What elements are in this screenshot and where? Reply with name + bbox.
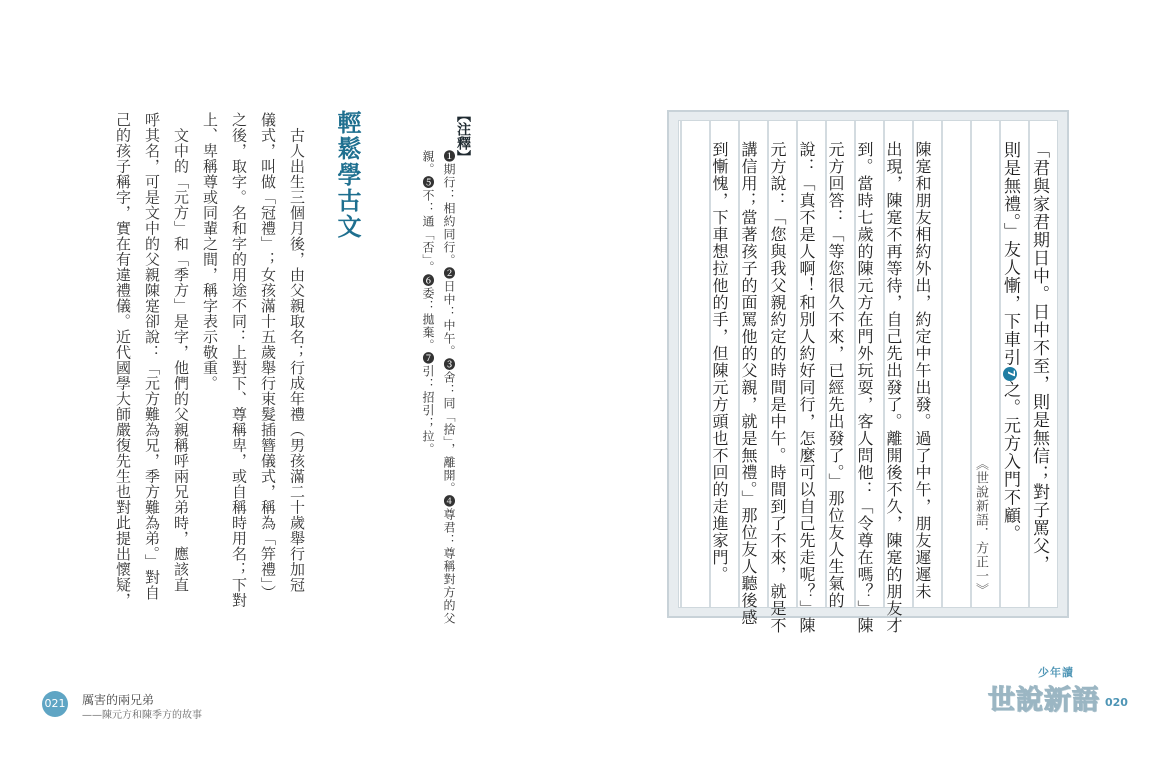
notes-line-2: 親。❺不：通「否」。❻委：拋棄。❼引：招引；拉。 <box>421 150 435 456</box>
chapter-subtitle: ——陳元方和陳季方的故事 <box>82 710 202 721</box>
classic-line-2 <box>995 141 1024 543</box>
notes-line-1: ❶期行：相約同行。❷日中：中午。❸舍：同「捨」，離開。❹尊君：尊稱對方的父 <box>442 150 456 625</box>
page-number-right: 020 <box>1105 696 1128 709</box>
translation-line-6: 元方說：「您與我父親約定的時間是中午。時間到了不來，就是不 <box>768 141 787 634</box>
classic-line-2b-text: 之。元方入門不顧。 <box>1000 380 1020 543</box>
essay-line-3: 之後，取字。名和字的用途不同：上對下、尊稱卑，或自稱時用名；下對 <box>230 112 248 608</box>
essay-line-5: 文中的「元方」和「季方」是字，他們的父親稱呼兩兄弟時，應該直 <box>172 112 190 593</box>
logo-big-text: 世說新語 <box>988 685 1100 716</box>
chapter-title: 厲害的兩兄弟 <box>82 693 155 707</box>
translation-line-7: 講信用；當著孩子的面罵他的父親，就是無禮。」那位友人聽後感 <box>739 141 758 626</box>
translation-line-8: 到慚愧，下車想拉他的手，但陳元方頭也不回的走進家門。 <box>710 141 729 583</box>
translation-line-5: 說：「真不是人啊！和別人約好同行，怎麼可以自己先走呢？」陳 <box>797 141 816 634</box>
page-number-left: 021 <box>42 691 68 717</box>
note-marker-badge: 7 <box>1003 367 1017 381</box>
passage-frame <box>667 110 1069 634</box>
passage-grid <box>678 120 1058 634</box>
essay-line-6: 呼其名，可是文中的父親陳寔卻說：「元方難為兄，季方難為弟。」對自 <box>143 112 161 601</box>
classic-line-1: 「君與家君期日中。日中不至，則是無信；對子罵父， <box>1029 141 1049 573</box>
notes-heading: 【注釋】 <box>455 108 471 164</box>
book-logo <box>988 664 1100 716</box>
logo-small-text: 少年讀 <box>1038 666 1074 679</box>
essay-line-7: 己的孩子稱字，實在有違禮儀。近代國學大師嚴復先生也對此提出懷疑， <box>114 112 132 608</box>
essay-line-2: 儀式，叫做「冠禮」；女孩滿十五歲舉行束髮插簪儀式，稱為「笄禮」） <box>259 112 277 601</box>
translation-line-4: 元方回答：「等您很久不來，已經先出發了。」那位友人生氣的 <box>826 141 845 609</box>
classic-line-2-text: 則是無禮。」友人慚，下車引 <box>1000 141 1020 367</box>
source-citation: 《世說新語．方正一》 <box>973 457 988 597</box>
essay-line-4: 上、卑稱尊或同輩之間，稱字表示敬重。 <box>201 112 219 391</box>
section-title: 輕鬆學古文 <box>333 110 362 240</box>
translation-line-2: 出現，陳寔不再等待，自己先出發了。離開後不久，陳寔的朋友才 <box>884 141 903 634</box>
essay-line-1: 古人出生三個月後，由父親取名；行成年禮（男孩滿二十歲舉行加冠 <box>288 112 306 593</box>
translation-line-3: 到。當時七歲的陳元方在門外玩耍，客人問他：「令尊在嗎？」陳 <box>855 141 874 634</box>
translation-line-1: 陳寔和朋友相約外出，約定中午出發。過了中午，朋友遲遲未 <box>913 141 932 600</box>
